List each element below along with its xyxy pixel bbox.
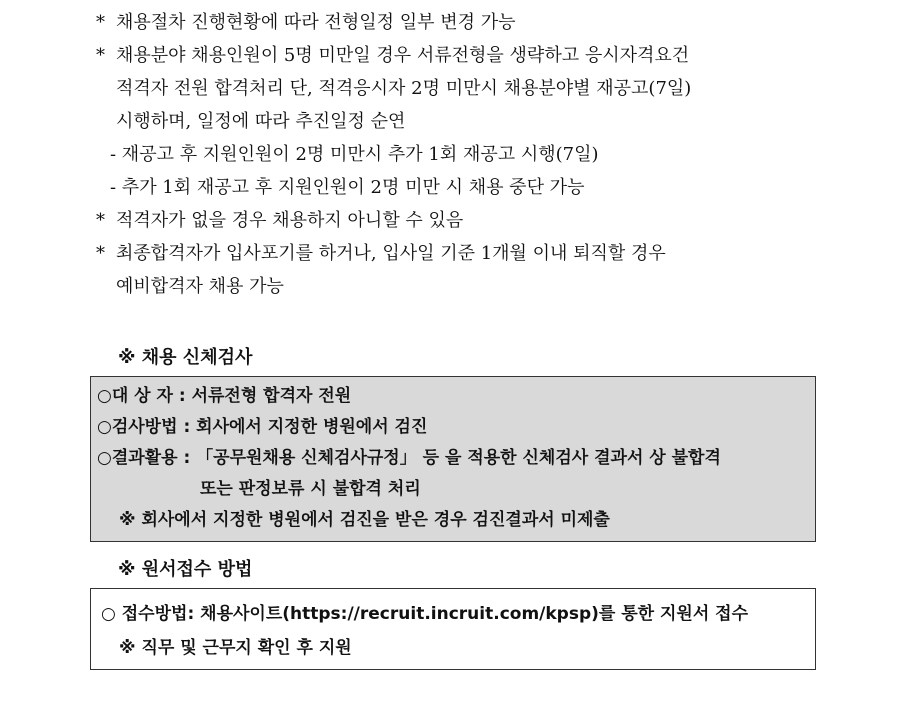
application-note: ※ 직무 및 근무지 확인 후 지원 xyxy=(119,638,352,658)
bullet: * xyxy=(96,243,105,264)
medical-usage-continuation: 또는 판정보류 시 불합격 처리 xyxy=(200,479,421,499)
medical-usage: ○결과활용 : 「공무원채용 신체검사규정」 등 을 적용한 신체검사 결과서 상 불합격 xyxy=(97,448,721,468)
application-heading: ※ 원서접수 방법 xyxy=(118,559,253,580)
note-text: 적격자가 없을 경우 채용하지 아니할 수 있음 xyxy=(116,210,464,231)
note-subitem: - 재공고 후 지원인원이 2명 미만시 추가 1회 재공고 시행(7일) xyxy=(110,144,599,165)
application-box xyxy=(90,588,816,670)
bullet: * xyxy=(96,45,105,66)
note-line xyxy=(96,39,856,72)
medical-method: ○검사방법 : 회사에서 지정한 병원에서 검진 xyxy=(97,417,428,437)
recruitment-notes xyxy=(96,6,856,303)
note-line xyxy=(96,237,856,270)
note-text: 최종합격자가 입사포기를 하거나, 입사일 기준 1개월 이내 퇴직할 경우 xyxy=(116,243,666,264)
medical-exam-box xyxy=(90,376,816,542)
note-continuation: 예비합격자 채용 가능 xyxy=(116,276,284,297)
application-method: ○ 접수방법: 채용사이트(https://recruit.incruit.com/kpsp)를 통한 지원서 접수 xyxy=(101,604,749,624)
note-continuation: 시행하며, 일정에 따라 추진일정 순연 xyxy=(116,111,406,132)
note-continuation: 적격자 전원 합격처리 단, 적격응시자 2명 미만시 채용분야별 재공고(7일) xyxy=(116,78,692,99)
medical-target: ○대 상 자 : 서류전형 합격자 전원 xyxy=(97,386,352,406)
note-subitem: - 추가 1회 재공고 후 지원인원이 2명 미만 시 채용 중단 가능 xyxy=(110,177,585,198)
bullet: * xyxy=(96,12,105,33)
medical-exam-heading: ※ 채용 신체검사 xyxy=(118,347,253,368)
note-line xyxy=(96,6,856,39)
medical-note: ※ 회사에서 지정한 병원에서 검진을 받은 경우 검진결과서 미제출 xyxy=(119,510,610,530)
bullet: * xyxy=(96,210,105,231)
note-text: 채용절차 진행현황에 따라 전형일정 일부 변경 가능 xyxy=(116,12,516,33)
note-line xyxy=(96,204,856,237)
note-text: 채용분야 채용인원이 5명 미만일 경우 서류전형을 생략하고 응시자격요건 xyxy=(116,45,690,66)
